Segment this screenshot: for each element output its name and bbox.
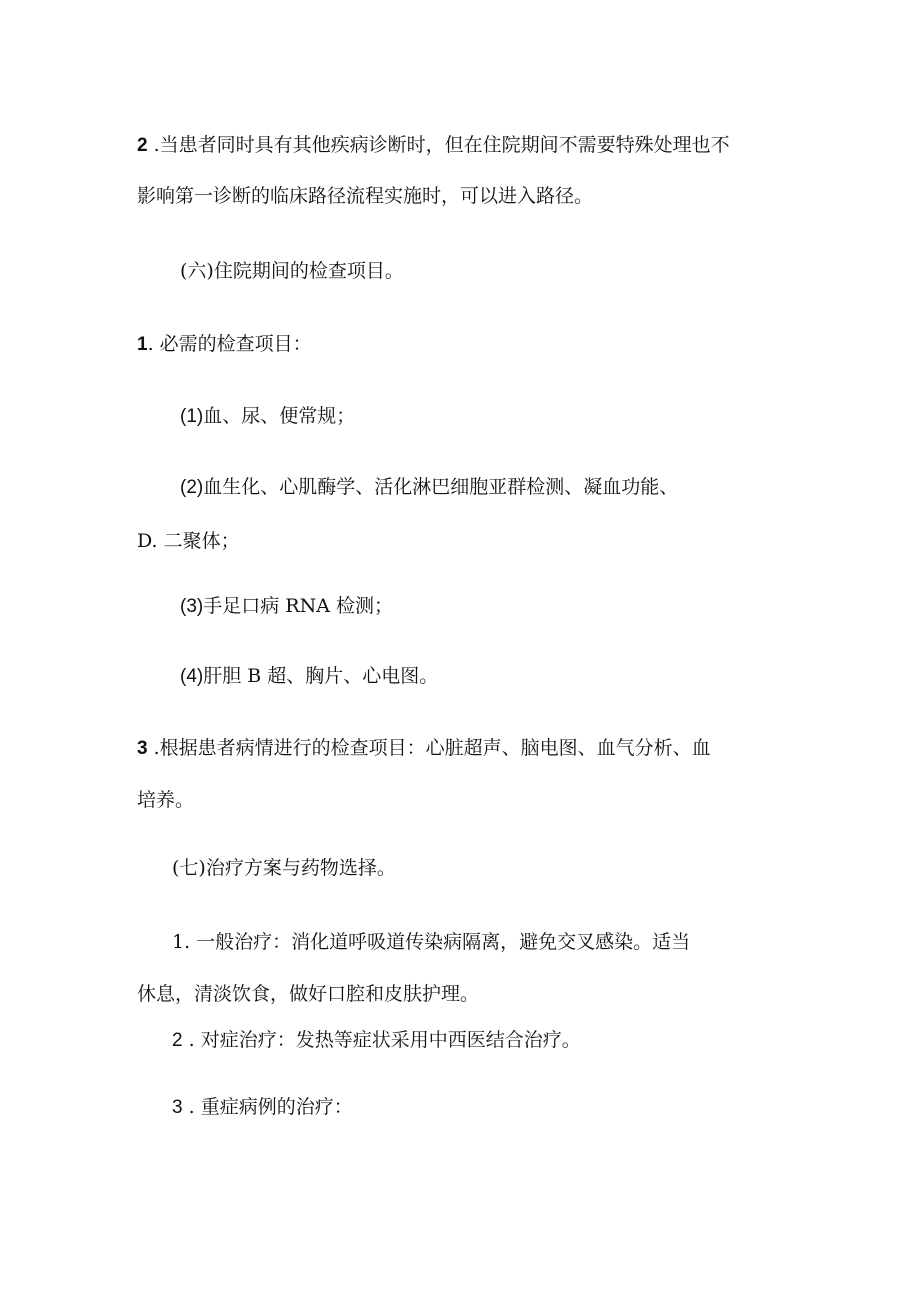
item-number: (3) <box>180 596 204 617</box>
item-text: 肝胆 B 超、胸片、心电图。 <box>203 665 439 687</box>
check-item-3 <box>180 592 393 621</box>
paragraph-2-line-2: 影响第一诊断的临床路径流程实施时，可以进入路径。 <box>137 185 594 207</box>
item-number: (4) <box>180 666 204 687</box>
item-number: 3 <box>137 738 148 759</box>
check-item-1 <box>180 402 355 431</box>
item-text: . 重症病例的治疗： <box>182 1096 353 1118</box>
item-number: 1 <box>137 334 148 355</box>
item-text: 血、尿、便常规； <box>203 405 356 427</box>
treatment-3 <box>172 1093 353 1122</box>
subsection-3-line-1 <box>137 734 711 763</box>
item-number: (1) <box>180 406 204 427</box>
treatment-1-line-1: 1. 一般治疗：消化道呼吸道传染病隔离，避免交叉感染。适当 <box>172 931 691 953</box>
treatment-1-line-2: 休息，清淡饮食，做好口腔和皮肤护理。 <box>137 983 480 1005</box>
subsection-text: . 必需的检查项目： <box>147 333 312 355</box>
item-number: 2 <box>137 135 148 156</box>
subsection-3-line-2: 培养。 <box>137 789 195 811</box>
paragraph-text: .当患者同时具有其他疾病诊断时，但在住院期间不需要特殊处理也不 <box>147 134 730 156</box>
item-text: 手足口病 RNA 检测； <box>203 595 393 617</box>
item-number: (2) <box>180 477 204 498</box>
section-heading-6: (六)住院期间的检查项目。 <box>180 260 404 282</box>
check-item-4 <box>180 662 438 691</box>
section-heading-7: (七)治疗方案与药物选择。 <box>172 857 396 879</box>
check-item-2-line-2: D. 二聚体； <box>137 530 240 552</box>
check-item-2-line-1 <box>180 473 678 502</box>
item-text: 血生化、心肌酶学、活化淋巴细胞亚群检测、凝血功能、 <box>203 476 679 498</box>
subsection-1-heading <box>137 330 312 359</box>
treatment-2 <box>172 1026 581 1055</box>
item-number: 2 <box>172 1030 183 1051</box>
item-text: . 对症治疗：发热等症状采用中西医结合治疗。 <box>182 1029 581 1051</box>
paragraph-2-line-1 <box>137 131 730 160</box>
item-number: 3 <box>172 1097 183 1118</box>
subsection-text: .根据患者病情进行的检查项目：心脏超声、脑电图、血气分析、血 <box>147 737 711 759</box>
